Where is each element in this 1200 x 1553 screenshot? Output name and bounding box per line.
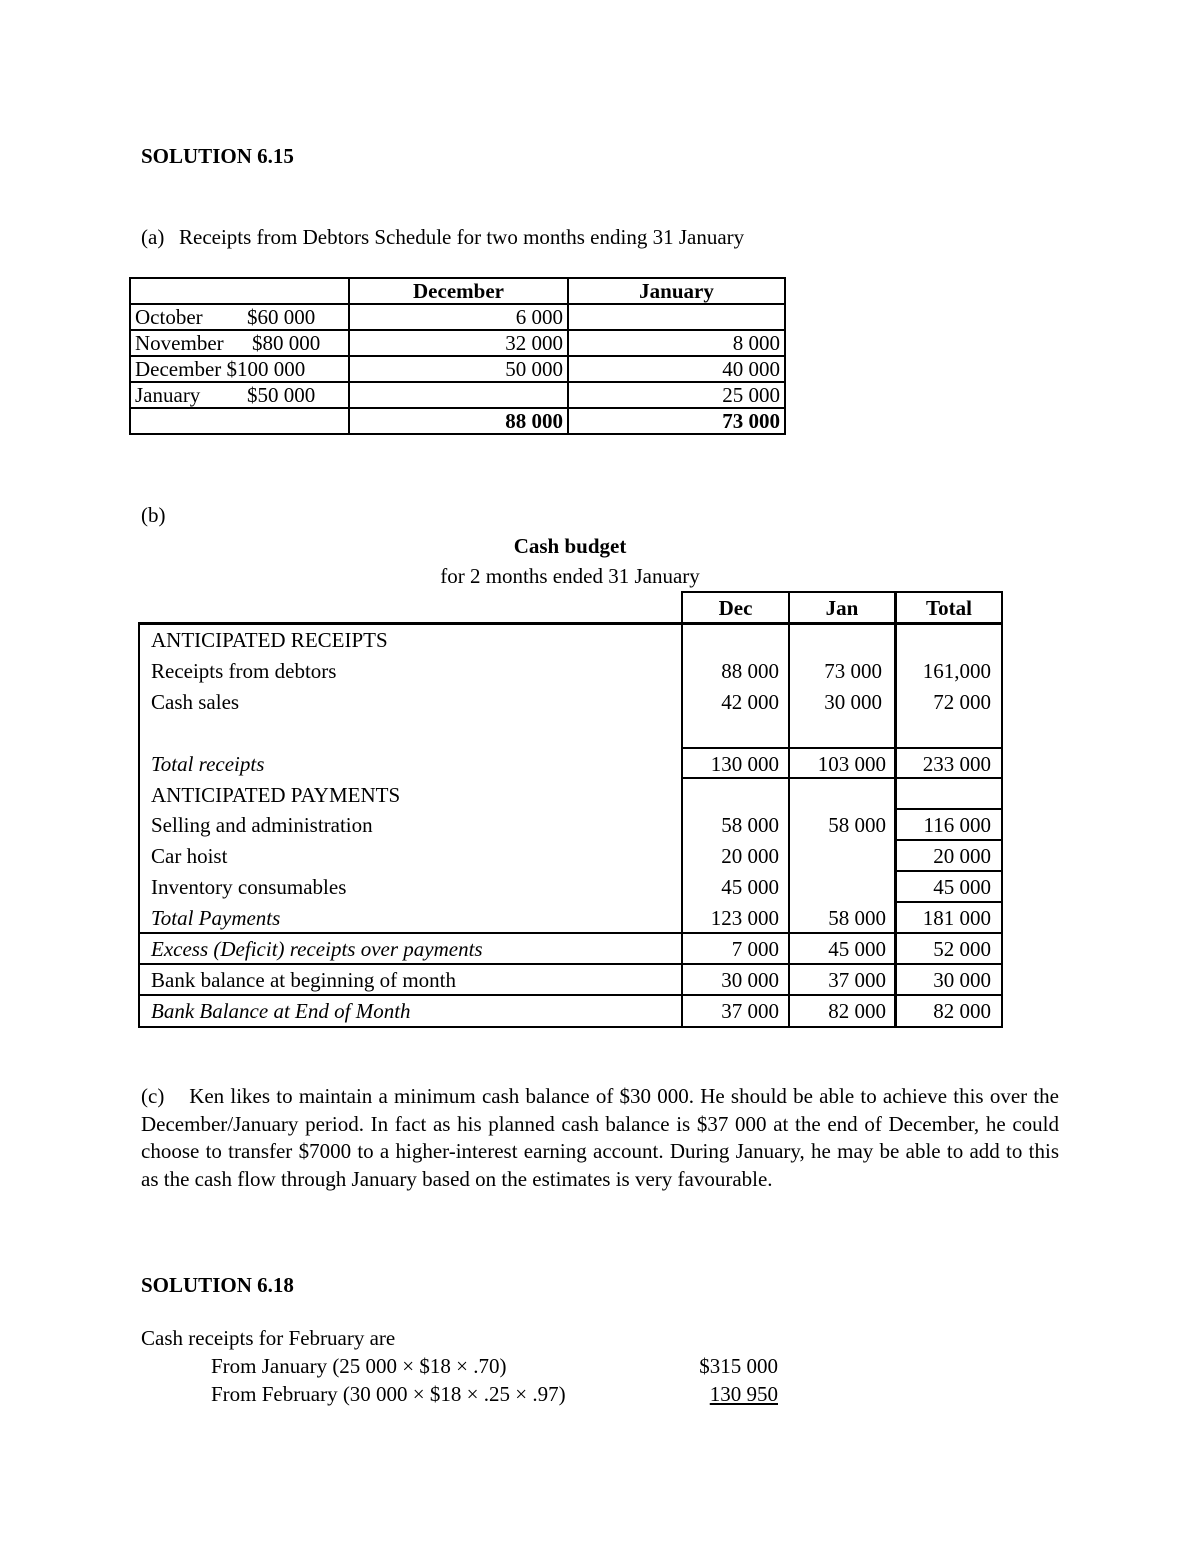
row-label <box>130 304 349 330</box>
row-label-receipts-debtors: Receipts from debtors <box>151 659 337 683</box>
value-jan: 58 000 <box>828 906 886 930</box>
month-label: October <box>135 305 203 329</box>
month-amount: $50 000 <box>247 383 316 407</box>
row-label <box>130 330 349 356</box>
header-cell-blank <box>130 278 349 304</box>
part-a-heading: Receipts from Debtors Schedule for two months ending 31 January <box>179 225 745 249</box>
total-label-cell <box>130 408 349 434</box>
month-amount: $80 000 <box>252 331 321 355</box>
row-label-total-payments: Total Payments <box>151 906 281 930</box>
value-total: 233 000 <box>922 752 991 776</box>
grid-line <box>138 932 1003 934</box>
dec-total: 88 000 <box>349 408 568 434</box>
jan-total: 73 000 <box>568 408 785 434</box>
col-header-total: Total <box>926 596 972 620</box>
dec-value <box>349 382 568 408</box>
receipts-heading: ANTICIPATED RECEIPTS <box>151 628 388 652</box>
col-header-dec: Dec <box>718 596 753 620</box>
row-label-selling-admin: Selling and administration <box>151 813 373 837</box>
row-label-bank-begin: Bank balance at beginning of month <box>151 968 457 992</box>
solution-title: SOLUTION 6.15 <box>141 144 294 168</box>
value-total: 161,000 <box>922 659 991 683</box>
debtors-schedule-table <box>129 277 786 435</box>
value-jan: 30 000 <box>824 690 882 714</box>
receipt-line-label: From January (25 000 × $18 × .70) <box>211 1354 507 1378</box>
grid-line <box>894 901 1003 903</box>
header-cell-december: December <box>349 278 568 304</box>
table-row <box>130 382 785 408</box>
table-row <box>130 304 785 330</box>
row-label-excess: Excess (Deficit) receipts over payments <box>151 937 483 961</box>
value-total: 82 000 <box>933 999 991 1023</box>
col-header-jan: Jan <box>825 596 859 620</box>
value-jan: 82 000 <box>828 999 886 1023</box>
jan-value: 8 000 <box>568 330 785 356</box>
value-total: 72 000 <box>933 690 991 714</box>
month-amount: $60 000 <box>247 305 316 329</box>
month-label: December <box>135 357 222 381</box>
value-total: 52 000 <box>933 937 991 961</box>
value-total: 30 000 <box>933 968 991 992</box>
jan-value <box>568 304 785 330</box>
dec-value: 6 000 <box>349 304 568 330</box>
value-dec: 7 000 <box>731 937 779 961</box>
grid-line <box>894 870 1003 872</box>
grid-line <box>681 591 1003 593</box>
jan-value: 25 000 <box>568 382 785 408</box>
month-label: January <box>135 383 201 407</box>
receipt-line-value: 130 950 <box>709 1382 778 1406</box>
grid-line <box>138 994 1003 996</box>
value-jan: 73 000 <box>824 659 882 683</box>
receipt-line-label: From February (30 000 × $18 × .25 × .97) <box>211 1382 566 1406</box>
value-dec: 45 000 <box>721 875 779 899</box>
value-jan: 103 000 <box>817 752 886 776</box>
receipt-line-value: $315 000 <box>699 1354 778 1378</box>
cash-budget-title: Cash budget <box>513 534 627 558</box>
grid-line <box>681 747 1003 749</box>
table-header-row <box>130 278 785 304</box>
row-label-total-receipts: Total receipts <box>151 752 265 776</box>
part-c-label: (c) <box>141 1084 165 1108</box>
part-b-label: (b) <box>141 503 166 527</box>
table-total-row <box>130 408 785 434</box>
grid-line <box>138 1026 1003 1028</box>
grid-line <box>138 622 1003 625</box>
row-label-car-hoist: Car hoist <box>151 844 228 868</box>
value-dec: 130 000 <box>710 752 779 776</box>
value-dec: 20 000 <box>721 844 779 868</box>
dec-value: 32 000 <box>349 330 568 356</box>
value-dec: 58 000 <box>721 813 779 837</box>
grid-line <box>894 839 1003 841</box>
table-row <box>130 356 785 382</box>
jan-value: 40 000 <box>568 356 785 382</box>
grid-line <box>138 622 140 1028</box>
value-dec: 88 000 <box>721 659 779 683</box>
value-total: 45 000 <box>933 875 991 899</box>
value-total: 181 000 <box>922 906 991 930</box>
cash-budget-table <box>138 591 1004 1028</box>
part-a-label: (a) <box>141 225 165 249</box>
row-label <box>130 382 349 408</box>
header-cell-january: January <box>568 278 785 304</box>
row-label-cash-sales: Cash sales <box>151 690 240 714</box>
value-jan: 37 000 <box>828 968 886 992</box>
value-total: 116 000 <box>923 813 991 837</box>
value-total: 20 000 <box>933 844 991 868</box>
row-label <box>130 356 349 382</box>
value-dec: 30 000 <box>721 968 779 992</box>
part-c-paragraph <box>141 1083 1059 1193</box>
value-jan: 45 000 <box>828 937 886 961</box>
part-c-text: Ken likes to maintain a minimum cash balance of $30 000. He should be able to achieve this over the December/January period. In fact as his planned cash balance is $37 000 at the end of December, he could choose to transfer $7000 to a higher-interest earning account. During January, he may be able to add to this as the cash flow through January based on the estimates is very favourable. <box>141 1084 1060 1191</box>
solution-title-2: SOLUTION 6.18 <box>141 1273 294 1297</box>
grid-line <box>894 808 1003 810</box>
cash-receipts-intro: Cash receipts for February are <box>141 1326 396 1350</box>
payments-heading: ANTICIPATED PAYMENTS <box>151 783 401 807</box>
grid-line <box>138 963 1003 965</box>
cash-budget-subtitle: for 2 months ended 31 January <box>440 564 700 588</box>
value-dec: 37 000 <box>721 999 779 1023</box>
table-row <box>130 330 785 356</box>
row-label-bank-end: Bank Balance at End of Month <box>151 999 411 1023</box>
month-amount: $100 000 <box>226 357 306 381</box>
month-label: November <box>135 331 224 355</box>
value-dec: 123 000 <box>710 906 779 930</box>
value-jan: 58 000 <box>828 813 886 837</box>
row-label-inventory: Inventory consumables <box>151 875 347 899</box>
value-dec: 42 000 <box>721 690 779 714</box>
dec-value: 50 000 <box>349 356 568 382</box>
